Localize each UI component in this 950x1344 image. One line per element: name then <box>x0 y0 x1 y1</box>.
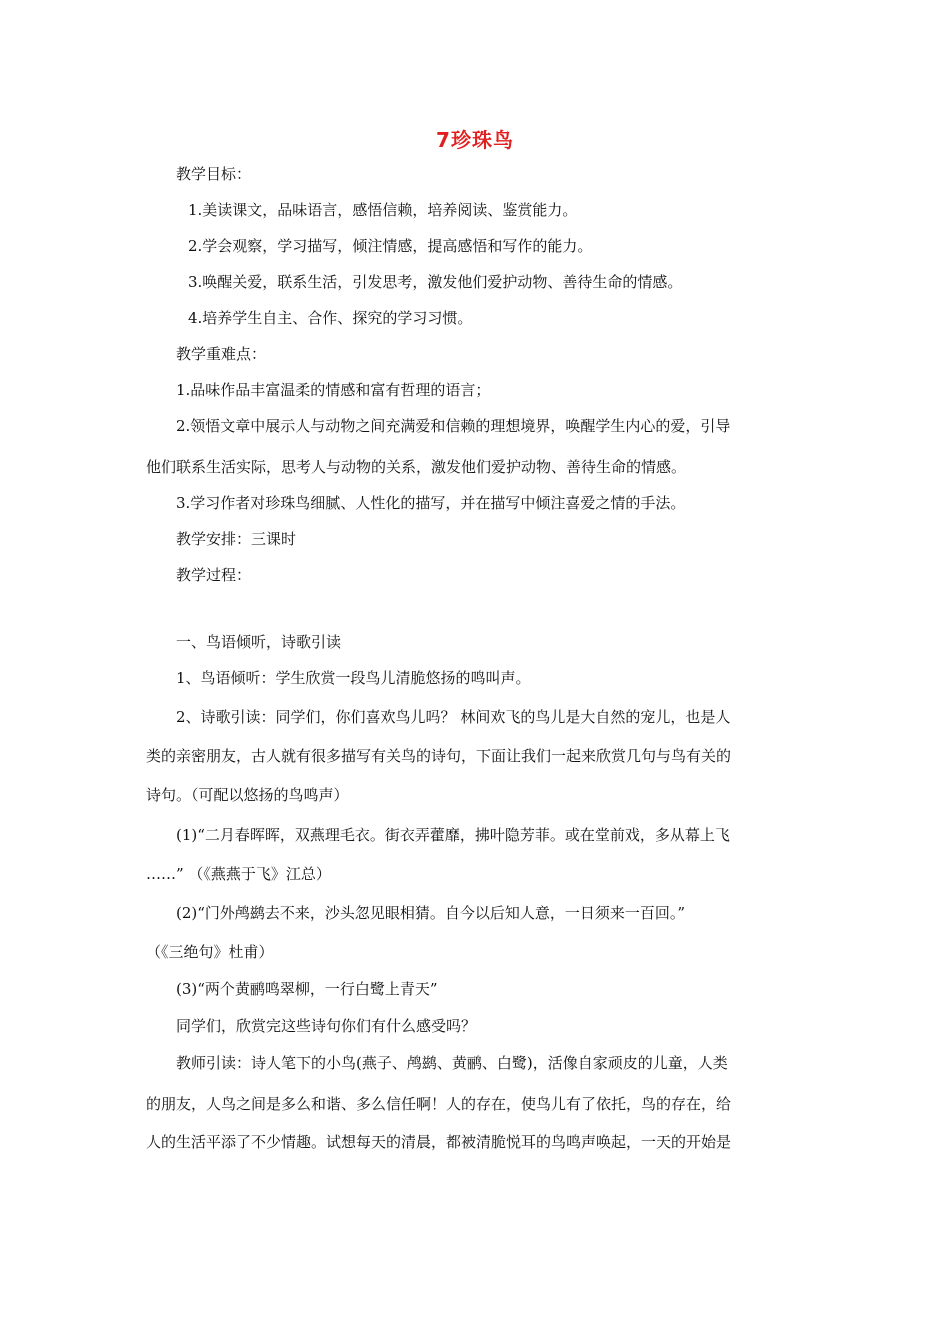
poem-quote: (1)“二月春晖晖，双燕理毛衣。街衣弄藿靡，拂叶隐芳菲。或在堂前戏，多从幕上飞 <box>176 826 730 844</box>
section-heading-objectives: 教学目标： <box>176 165 252 183</box>
poem-source: ……” （《燕燕于飞》江总） <box>146 865 331 883</box>
poem-quote: (2)“门外鸬鹚去不来，沙头忽见眼相猜。自今以后知人意，一日须来一百回。” <box>176 904 686 922</box>
paragraph-line: 诗句。（可配以悠扬的鸟鸣声） <box>146 786 349 804</box>
poem-source: （《三绝句》杜甫） <box>146 943 274 961</box>
objective-item: 2.学会观察，学习描写，倾注情感，提高感悟和写作的能力。 <box>188 237 593 255</box>
objective-item: 1.美读课文，品味语言，感悟信赖，培养阅读、鉴赏能力。 <box>188 201 578 219</box>
objective-item: 4.培养学生自主、合作、探究的学习习惯。 <box>188 309 473 327</box>
section-heading-key-points: 教学重难点： <box>176 345 267 363</box>
paragraph-line: 人的生活平添了不少情趣。试想每天的清晨，都被清脆悦耳的鸟鸣声唤起，一天的开始是 <box>146 1133 732 1151</box>
page-title: 7珍珠鸟 <box>436 128 514 152</box>
poem-quote: (3)“两个黄鹂鸣翠柳，一行白鹭上青天” <box>176 980 438 998</box>
paragraph-line: 教师引读：诗人笔下的小鸟(燕子、鸬鹚、黄鹂、白鹭)，活像自家顽皮的儿童，人类 <box>176 1054 728 1072</box>
paragraph-line: 2、诗歌引读：同学们，你们喜欢鸟儿吗？ 林间欢飞的鸟儿是大自然的宠儿，也是人 <box>176 708 731 726</box>
section-heading-schedule: 教学安排：三课时 <box>176 530 297 548</box>
objective-item: 3.唤醒关爱，联系生活，引发思考，激发他们爱护动物、善待生命的情感。 <box>188 273 683 291</box>
key-point-item: 3.学习作者对珍珠鸟细腻、人性化的描写，并在描写中倾注喜爱之情的手法。 <box>176 494 686 512</box>
key-point-item: 1.品味作品丰富温柔的情感和富有哲理的语言； <box>176 381 491 399</box>
section-heading-process: 教学过程： <box>176 566 252 584</box>
key-point-item: 2.领悟文章中展示人与动物之间充满爱和信赖的理想境界，唤醒学生内心的爱，引导 <box>176 417 731 435</box>
paragraph-line: 1、鸟语倾听：学生欣赏一段鸟儿清脆悠扬的鸣叫声。 <box>176 669 531 687</box>
paragraph-line: 的朋友，人鸟之间是多么和谐、多么信任啊！人的存在，使鸟儿有了依托，鸟的存在，给 <box>146 1095 732 1113</box>
paragraph-line: 同学们，欣赏完这些诗句你们有什么感受吗？ <box>176 1017 477 1035</box>
step-heading: 一、鸟语倾听，诗歌引读 <box>176 633 342 651</box>
paragraph-line: 类的亲密朋友，古人就有很多描写有关鸟的诗句，下面让我们一起来欣赏几句与鸟有关的 <box>146 747 732 765</box>
key-point-item-continued: 他们联系生活实际，思考人与动物的关系，激发他们爱护动物、善待生命的情感。 <box>146 458 687 476</box>
